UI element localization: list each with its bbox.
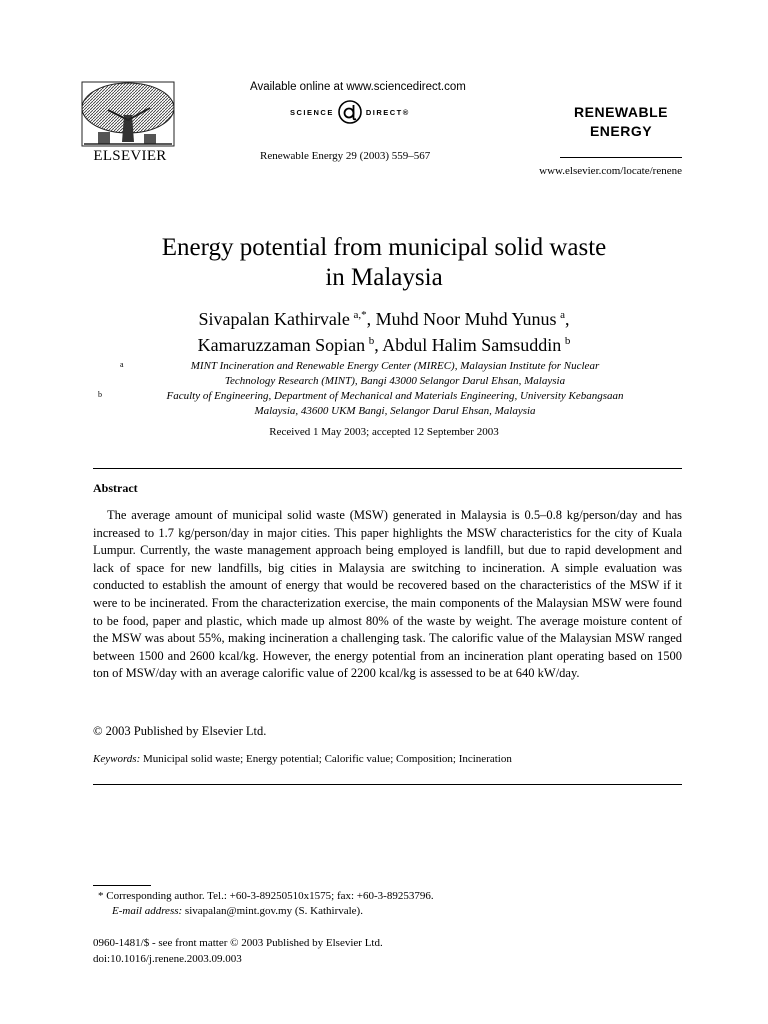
sciencedirect-logo [290, 99, 410, 125]
author-sep: , [565, 309, 570, 329]
author-name: Muhd Noor Muhd Yunus [375, 309, 557, 329]
received-dates: Received 1 May 2003; accepted 12 September 2003 [269, 426, 499, 438]
journal-name-line1: RENEWABLE [574, 104, 668, 120]
abstract-top-rule [93, 468, 682, 469]
doi-line[interactable]: doi:10.1016/j.renene.2003.09.003 [93, 953, 242, 965]
affiliation-a [100, 359, 690, 374]
keywords-text: Municipal solid waste; Energy potential; Calorific value; Composition; Incineration [143, 753, 512, 765]
author-name: Sivapalan Kathirvale [198, 309, 350, 329]
author-name: Abdul Halim Samsuddin [382, 335, 562, 355]
affiliation-b [100, 389, 690, 404]
affiliation-a-cont [100, 374, 690, 389]
copyright-line: © 2003 Published by Elsevier Ltd. [93, 724, 267, 738]
issn-line: 0960-1481/$ - see front matter © 2003 Published by Elsevier Ltd. [93, 937, 383, 949]
available-online-text: Available online at www.sciencedirect.com [250, 81, 466, 93]
author-sep: , [366, 309, 376, 329]
title-line1: Energy potential from municipal solid waste [161, 234, 607, 261]
abstract-paragraph: The average amount of municipal solid waste (MSW) generated in Malaysia is 0.5–0.8 kg/person/day and has increased to 1.7 kg/person/day in major cities. This paper highlights the MSW characteristics for the city of Kuala Lumpur. Currently, the waste management approach being employed is landfill, but due to rapid development and lack of space for new landfills, big cities in Malaysia are switching to incineration. A simple evaluation was conducted to establish the amount of energy that would be recovered based on the characteristics of the MSW if it were to be incinerated. From the characterization exercise, the main components of the Malaysian MSW were found to be food, paper and plastic, which made up almost 80% of the waste by weight. The average moisture content of the MSW was about 55%, making incineration a challenging task. The calorific value of the Malaysian MSW ranged between 1500 and 2600 kcal/kg. However, the energy potential from an incineration plant operating based on 1500 ton of MSW/day with an average calorific value of 2200 kcal/kg is assessed to be at 640 kW/day. [93, 508, 682, 681]
email-footnote [112, 904, 363, 919]
footnote-rule [93, 885, 151, 886]
author-sep: , [374, 335, 383, 355]
journal-name [560, 103, 682, 141]
journal-url: www.elsevier.com/locate/renene [539, 165, 682, 177]
affiliation-b-cont [100, 404, 690, 419]
abstract-heading: Abstract [93, 481, 138, 495]
journal-divider [560, 157, 682, 158]
sd-registered-mark: ® [402, 107, 410, 117]
author-name: Kamaruzzaman Sopian [197, 335, 366, 355]
email-label: E-mail address: [112, 905, 183, 917]
journal-reference: Renewable Energy 29 (2003) 559–567 [260, 150, 431, 162]
sd-left-text: SCIENCE [290, 107, 334, 117]
affiliation-line: Malaysia, 43600 UKM Bangi, Selangor Darul Ehsan, Malaysia [254, 405, 536, 417]
author-affil-sup: a,* [353, 309, 367, 321]
sciencedirect-at-icon [337, 99, 363, 125]
affiliation-mark: a [120, 360, 124, 369]
publisher-name: ELSEVIER [93, 148, 167, 164]
abstract-body [93, 507, 682, 683]
author-affil-sup: a [560, 309, 566, 321]
affiliation-line: MINT Incineration and Renewable Energy Center (MIREC), Malaysian Institute for Nuclear [190, 360, 600, 372]
affiliation-line: Technology Research (MINT), Bangi 43000 Selangor Darul Ehsan, Malaysia [224, 375, 566, 387]
author-affil-sup: b [368, 335, 375, 347]
affiliation-mark: b [98, 390, 102, 399]
title-line2: in Malaysia [325, 264, 443, 291]
article-title [60, 233, 708, 293]
keywords [93, 753, 682, 765]
author-affil-sup: b [564, 335, 571, 347]
sd-right-text: DIRECT [365, 107, 403, 117]
keywords-label: Keywords: [93, 753, 141, 765]
corresponding-author-footnote: * Corresponding author. Tel.: +60-3-89250510x1575; fax: +60-3-89253796. [98, 890, 434, 902]
email-value[interactable]: sivapalan@mint.gov.my (S. Kathirvale). [184, 905, 363, 917]
author-list [60, 304, 708, 356]
affiliation-line: Faculty of Engineering, Department of Mechanical and Materials Engineering, University Kebangsaan [166, 390, 624, 402]
abstract-bottom-rule [93, 784, 682, 785]
journal-name-line2: ENERGY [589, 123, 653, 139]
affiliations [100, 359, 690, 419]
